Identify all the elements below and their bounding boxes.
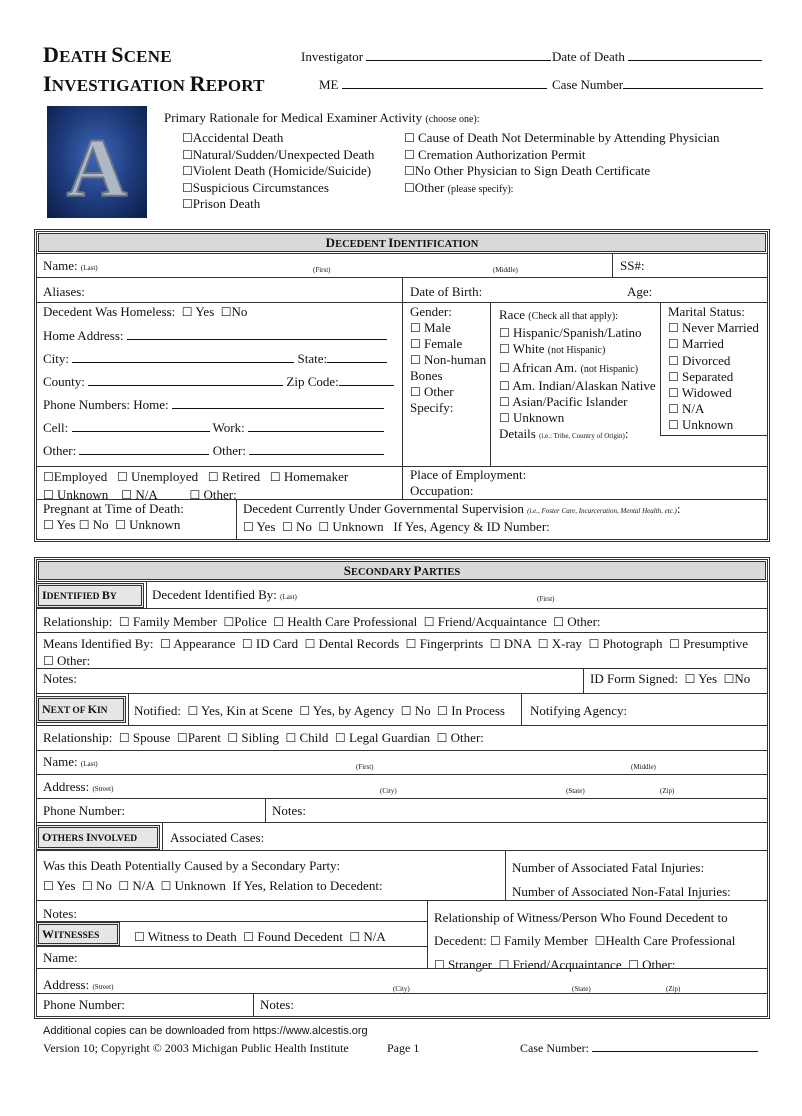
- checkbox-pregnant-unknown[interactable]: ☐: [115, 518, 126, 532]
- witness-address-field[interactable]: Address: (Street): [43, 977, 114, 992]
- checkbox-white[interactable]: ☐ White (not Hispanic): [499, 341, 606, 357]
- checkbox-caused-no[interactable]: ☐: [81, 879, 93, 893]
- witnesses-label: WITNESSES: [36, 922, 120, 946]
- kin-address-field[interactable]: Address: (Street): [43, 779, 114, 794]
- checkbox-appearance[interactable]: ☐: [159, 637, 171, 651]
- marital-block: Marital Status: ☐ Never Married ☐ Married ☐ Divorced ☐ Separated ☐ Widowed ☐ N/A ☐ Unknown: [668, 304, 759, 433]
- checkbox-cremation[interactable]: ☐ Cremation Authorization Permit: [404, 146, 586, 162]
- checkbox-hispanic[interactable]: ☐ Hispanic/Spanish/Latino: [499, 325, 642, 341]
- notified-row: Notified: ☐ Yes, Kin at Scene ☐ Yes, by Agency ☐ No ☐ In Process: [134, 703, 505, 718]
- checkbox-photograph[interactable]: ☐: [588, 637, 600, 651]
- checkbox-id-family[interactable]: ☐: [118, 615, 130, 629]
- checkbox-xray[interactable]: ☐: [537, 637, 549, 651]
- checkbox-american-indian[interactable]: ☐ Am. Indian/Alaskan Native: [499, 377, 656, 393]
- checkbox-never-married[interactable]: ☐ Never Married: [668, 320, 759, 336]
- witness-relationship-block: Relationship of Witness/Person Who Found Decedent to Decedent: ☐ Family Member ☐Health Care Professional ☐ Stranger ☐ Friend/Acquaintance ☐ Other:: [434, 906, 735, 977]
- kin-name-field[interactable]: Name: (Last): [43, 754, 98, 769]
- kin-middle-hint: (Middle): [631, 763, 656, 771]
- checkbox-homeless-no[interactable]: ☐: [220, 305, 232, 319]
- date-of-death-label: Date of Death: [552, 49, 762, 65]
- footer-copies: Additional copies can be downloaded from https://www.alcestis.org: [43, 1025, 368, 1037]
- kin-zip-hint: (Zip): [660, 787, 675, 795]
- witness-type-row: ☐ Witness to Death ☐ Found Decedent ☐ N/A: [134, 929, 386, 944]
- checkbox-dna[interactable]: ☐: [489, 637, 501, 651]
- checkbox-presumptive[interactable]: ☐: [669, 637, 680, 651]
- logo-letter: A: [66, 122, 128, 215]
- checkbox-found-decedent[interactable]: ☐: [243, 930, 255, 944]
- home-address-field[interactable]: Home Address:: [43, 328, 387, 344]
- decedent-heading: DECEDENT IDENTIFICATION: [38, 233, 766, 252]
- rationale-title: Primary Rationale for Medical Examiner Activity (choose one):: [164, 110, 480, 125]
- identifier-relationship-row: Relationship: ☐ Family Member ☐Police ☐ Health Care Professional ☐ Friend/Acquaintance ☐ Other:: [43, 614, 601, 629]
- means-identified-row: Means Identified By: ☐ Appearance ☐ ID Card ☐ Dental Records ☐ Fingerprints ☐ DNA ☐ X-ray ☐ Photograph ☐ Presumptive ☐ Other:: [43, 636, 749, 668]
- checkbox-w-hcp[interactable]: ☐: [594, 934, 606, 948]
- checkbox-id-other[interactable]: ☐: [553, 615, 565, 629]
- checkbox-unemployed[interactable]: ☐: [116, 470, 128, 484]
- occupation-label[interactable]: Occupation:: [410, 483, 474, 498]
- checkbox-african[interactable]: ☐ African Am. (not Hispanic): [499, 359, 639, 375]
- checkbox-no-physician[interactable]: ☐No Other Physician to Sign Death Certificate: [404, 163, 651, 178]
- checkbox-witness-to-death[interactable]: ☐: [134, 930, 145, 944]
- witness-name-label[interactable]: Name:: [43, 950, 78, 965]
- checkbox-parent[interactable]: ☐: [176, 731, 188, 745]
- checkbox-caused-yes[interactable]: ☐: [43, 879, 54, 893]
- checkbox-supervision-no[interactable]: ☐: [281, 520, 293, 534]
- rationale-left-list: [182, 130, 374, 213]
- kin-state-hint: (State): [566, 787, 585, 795]
- other-phone-field[interactable]: Other: Other:: [43, 443, 384, 459]
- kin-first-hint: (First): [356, 763, 374, 771]
- witness-state-hint: (State): [572, 985, 591, 993]
- checkbox-caused-na[interactable]: ☐: [118, 879, 130, 893]
- logo-emblem: [47, 106, 147, 218]
- secondary-heading: SECONDARY PARTIES: [38, 561, 766, 580]
- nonfatal-injuries-label[interactable]: Number of Associated Non-Fatal Injuries:: [512, 884, 731, 899]
- checkbox-homemaker[interactable]: ☐: [269, 470, 281, 484]
- caused-by-block: Was this Death Potentially Caused by a Secondary Party: ☐ Yes ☐ No ☐ N/A ☐ Unknown If Yes, Relation to Decedent:: [43, 856, 383, 896]
- race-block: Race (Check all that apply): ☐ Hispanic/Spanish/Latino ☐ White (not Hispanic) ☐ African Am. (not Hispanic) ☐ Am. Indian/Alaskan Native ☐ Asian/Pacific Islander ☐ Unknown Details (i.e.: Tribe, Country of Origin):: [499, 307, 656, 442]
- checkbox-not-determinable[interactable]: ☐ Cause of Death Not Determinable by Attending Physician: [404, 130, 720, 145]
- checkbox-supervision-unknown[interactable]: ☐: [318, 520, 330, 534]
- checkbox-fingerprints[interactable]: ☐: [405, 637, 417, 651]
- checkbox-separated[interactable]: ☐ Separated: [668, 368, 734, 384]
- checkbox-accidental[interactable]: ☐Accidental Death: [182, 130, 284, 145]
- decedent-name-label[interactable]: Name: (Last): [43, 258, 98, 273]
- fatal-injuries-label[interactable]: Number of Associated Fatal Injuries:: [512, 860, 705, 875]
- checkbox-female[interactable]: ☐ Female: [410, 336, 463, 351]
- checkbox-id-friend[interactable]: ☐: [423, 615, 435, 629]
- checkbox-kin-at-scene[interactable]: ☐: [187, 704, 199, 718]
- kin-phone-label[interactable]: Phone Number:: [43, 803, 125, 818]
- checkbox-emp-other[interactable]: ☐: [189, 488, 201, 502]
- dob-label[interactable]: Date of Birth:: [410, 284, 483, 299]
- checkbox-id-hcp[interactable]: ☐: [273, 615, 285, 629]
- employment-block: ☐Employed ☐ Unemployed ☐ Retired ☐ Homemaker ☐ Unknown ☐ N/A ☐ Other:: [43, 469, 349, 502]
- identified-by-label: IDENTIFIED BY: [36, 583, 144, 608]
- case-number-label: Case Number: [552, 77, 763, 93]
- name-middle-hint: (Middle): [493, 266, 518, 274]
- witness-notes-label[interactable]: Notes:: [260, 997, 294, 1012]
- next-of-kin-label: NEXT OF KIN: [36, 696, 126, 723]
- cell-work-field[interactable]: Cell: Work:: [43, 420, 384, 436]
- associated-cases-label[interactable]: Associated Cases:: [170, 830, 265, 845]
- age-label[interactable]: Age:: [627, 284, 653, 299]
- aliases-label[interactable]: Aliases:: [43, 284, 85, 299]
- checkbox-idform-no[interactable]: ☐: [723, 672, 735, 686]
- checkbox-means-other[interactable]: ☐: [43, 653, 54, 668]
- checkbox-sibling[interactable]: ☐: [227, 731, 239, 745]
- checkbox-other-gender[interactable]: ☐ Other: [410, 384, 454, 399]
- investigator-label: Investigator: [301, 49, 551, 65]
- checkbox-marital-na[interactable]: ☐ N/A: [668, 401, 705, 417]
- checkbox-idform-yes[interactable]: ☐: [684, 672, 696, 686]
- kin-city-hint: (City): [380, 787, 397, 795]
- injuries-block: [512, 856, 731, 904]
- identification-notes-label[interactable]: Notes:: [43, 671, 77, 686]
- checkbox-prison[interactable]: ☐Prison Death: [182, 196, 261, 211]
- checkbox-widowed[interactable]: ☐ Widowed: [668, 385, 732, 401]
- checkbox-emp-na[interactable]: ☐: [121, 488, 133, 502]
- identified-first-hint: (First): [537, 595, 555, 603]
- checkbox-w-other[interactable]: ☐: [628, 958, 639, 972]
- checkbox-violent[interactable]: ☐Violent Death (Homicide/Suicide): [182, 163, 372, 178]
- employment-place-block: [410, 467, 526, 499]
- witness-phone-label[interactable]: Phone Number:: [43, 997, 125, 1012]
- id-form-signed-row: ID Form Signed: ☐ Yes ☐No: [590, 671, 751, 686]
- gender-block: Gender: ☐ Male ☐ Female ☐ Non-human Bones ☐ Other Specify:: [410, 304, 487, 415]
- pregnant-block: Pregnant at Time of Death: ☐ Yes ☐ No ☐ Unknown: [43, 501, 184, 532]
- supervision-block: Decedent Currently Under Governmental Supervision (i.e., Foster Care, Incarceration, Mental Health, etc.): ☐ Yes ☐ No ☐ Unknown If Yes, Agency & ID Number:: [243, 501, 681, 534]
- decedent-identified-by-field[interactable]: Decedent Identified By: (Last): [152, 587, 297, 602]
- county-field[interactable]: County: Zip Code:: [43, 374, 394, 390]
- logo: [47, 106, 147, 218]
- phone-home-field[interactable]: Phone Numbers: Home:: [43, 397, 384, 413]
- checkbox-other-rationale[interactable]: ☐Other (please specify):: [404, 179, 514, 195]
- checkbox-divorced[interactable]: ☐ Divorced: [668, 352, 731, 368]
- me-label: ME: [319, 77, 547, 93]
- kin-notes-label[interactable]: Notes:: [272, 803, 306, 818]
- others-involved-label: OTHERS INVOLVED: [36, 825, 160, 850]
- checkbox-id-police[interactable]: ☐: [223, 615, 235, 629]
- checkbox-dental[interactable]: ☐: [304, 637, 316, 651]
- checkbox-kin-other[interactable]: ☐: [436, 731, 448, 745]
- place-employment-label[interactable]: Place of Employment:: [410, 467, 527, 482]
- checkbox-witness-na[interactable]: ☐: [349, 930, 361, 944]
- checkbox-caused-unknown[interactable]: ☐: [160, 879, 172, 893]
- checkbox-race-unknown[interactable]: ☐ Unknown: [499, 410, 565, 426]
- checkbox-married[interactable]: ☐ Married: [668, 336, 724, 352]
- footer-page: Page 1: [387, 1041, 420, 1055]
- checkbox-notified-no[interactable]: ☐: [400, 704, 412, 718]
- rationale-right-list: [404, 130, 719, 198]
- checkbox-male[interactable]: ☐ Male: [410, 320, 451, 335]
- homeless-row: Decedent Was Homeless: ☐ Yes ☐No: [43, 304, 248, 319]
- checkbox-homeless-yes[interactable]: ☐: [181, 305, 193, 319]
- form-title: DEATH SCENE INVESTIGATION REPORT: [43, 42, 265, 96]
- checkbox-spouse[interactable]: ☐: [118, 731, 130, 745]
- footer-version: Version 10; Copyright © 2003 Michigan Public Health Institute: [43, 1041, 349, 1055]
- checkbox-legal-guardian[interactable]: ☐: [334, 731, 346, 745]
- footer-case-number[interactable]: Case Number:: [520, 1041, 758, 1056]
- checkbox-by-agency[interactable]: ☐: [299, 704, 311, 718]
- checkbox-suspicious[interactable]: ☐Suspicious Circumstances: [182, 179, 329, 195]
- notifying-agency-label[interactable]: Notifying Agency:: [530, 703, 628, 718]
- checkbox-id-card[interactable]: ☐: [241, 637, 253, 651]
- checkbox-pregnant-yes[interactable]: ☐: [43, 518, 54, 532]
- checkbox-nonhuman[interactable]: ☐ Non-human: [410, 352, 487, 367]
- checkbox-employed[interactable]: ☐: [43, 470, 54, 484]
- checkbox-asian[interactable]: ☐ Asian/Pacific Islander: [499, 394, 628, 410]
- checkbox-w-friend[interactable]: ☐: [498, 958, 510, 972]
- witness-city-hint: (City): [393, 985, 410, 993]
- witness-zip-hint: (Zip): [666, 985, 681, 993]
- name-first-hint: (First): [313, 266, 331, 274]
- checkbox-marital-unknown[interactable]: ☐ Unknown: [668, 417, 734, 433]
- checkbox-child[interactable]: ☐: [285, 731, 297, 745]
- checkbox-w-family[interactable]: ☐: [489, 934, 501, 948]
- checkbox-emp-unknown[interactable]: ☐: [43, 488, 54, 502]
- checkbox-retired[interactable]: ☐: [207, 470, 219, 484]
- city-field[interactable]: City: State:: [43, 351, 387, 367]
- ss-label[interactable]: SS#:: [620, 258, 645, 273]
- checkbox-pregnant-no[interactable]: ☐: [78, 518, 90, 532]
- checkbox-w-stranger[interactable]: ☐: [434, 958, 445, 972]
- kin-relationship-row: Relationship: ☐ Spouse ☐Parent ☐ Sibling ☐ Child ☐ Legal Guardian ☐ Other:: [43, 730, 484, 745]
- checkbox-in-process[interactable]: ☐: [437, 704, 448, 718]
- checkbox-supervision-yes[interactable]: ☐: [243, 520, 254, 534]
- checkbox-natural[interactable]: ☐Natural/Sudden/Unexpected Death: [182, 146, 375, 162]
- others-notes-label[interactable]: Notes:: [43, 906, 77, 921]
